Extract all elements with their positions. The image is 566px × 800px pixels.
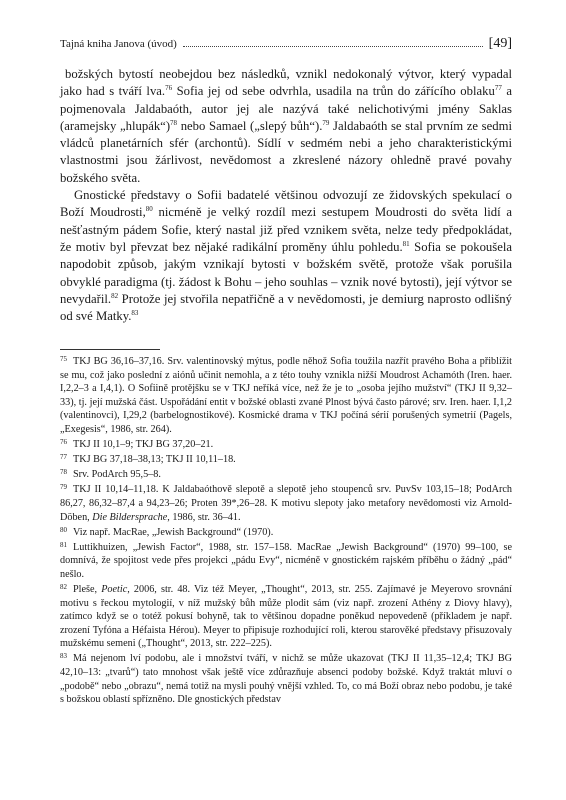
paragraph-1	[60, 66, 512, 187]
text-run: , 1986, str. 36–41.	[167, 511, 241, 523]
footnote-ref: 76	[165, 84, 173, 93]
footnote: 83 Má nejenom lví podobu, ale i množství tváří, v nichž se může ukazovat (TKJ II 11,35–12,4; TKJ BG 42,10–13: „tvarů“) tato mnohost však ještě více zdůrazňuje absenci podoby božské. Když traktát mluví o „podobě“ nebo „obrazu“, nemá totiž na mysli pouhý vnější vzhled. To, co má Boží obraz nebo podobu, je také s božskou oblastí spřízněno. Dle gnostických představ	[60, 652, 512, 706]
text-run: Sofia se pokoušela napodobit způsob, jakým vznikají bytosti v božském světě, protože však porušila obvyklé paradigma (tj. žádost k Bohu – jeho souhlas – vznik nové bytosti), její výtvor se nevydařil.	[60, 239, 512, 306]
italic-title: Die Bildersprache	[92, 511, 168, 523]
footnote-ref: 80	[145, 205, 153, 214]
text-run: božských bytostí neobejdou bez následků, vznikl nedokonalý výtvor, který vypadal jako had s tváří lva.	[60, 67, 512, 99]
text-run: a pojmenovala Jaldabaóth, autor jej ale nazývá také nelichotivými jmény Saklas (aramejsky „hlupák“)	[60, 84, 512, 133]
footnote: 78 Srv. PodArch 95,5–8.	[60, 468, 161, 481]
footnote: 82 Pleše, Poetic, 2006, str. 48. Viz též Meyer, „Thought“, 2013, str. 255. Zajímavé je Meyerovo srovnání motivu s řeckou mytologií, v níž mužský bůh může plodit sám (viz např. zrození Athény z Diovy hlavy), zatímco když se o totéž pokusí bohyně, tak to většinou dopadne poněkud nepovedeně (příkladem je např. zrození Tyfóna a Héfaista Hérou). Meyer to připisuje rozhodující roli, kterou starověké představy přisuzovaly mužskému semeni („Thought“, 2013, str. 222–225).	[60, 583, 512, 650]
footnote-ref: 81	[402, 239, 410, 248]
page-number: [49]	[488, 36, 512, 51]
text-run: Pleše,	[73, 584, 102, 595]
footnotes	[60, 355, 512, 708]
text-run: Viz např. MacRae, „Jewish Background“ (1970).	[73, 526, 274, 538]
footnote: 76 TKJ II 10,1–9; TKJ BG 37,20–21.	[60, 438, 214, 451]
text-run: nebo Samael („slepý bůh“).	[177, 118, 323, 133]
text-run: Jaldabaóth se stal prvním ze sedmi vládců planetárních sfér (archontů). Sídlí v sedmém nebi a jeho charakteristickými vlastnostmi jsou žárlivost, nevědomost a zkreslené názory ohledně pravé povahy božského světa.	[60, 118, 512, 185]
text-run: , 2006, str. 48. Viz též Meyer, „Thought“, 2013, str. 255. Zajímavé je Meyerovo srovnání motivu s řeckou mytologií, v níž mužský bůh může plodit sám (viz např. zrození Athény z Diovy hlavy), zatímco když se o totéž pokusí bohyně, tak to většinou dopadne poněkud nepovedeně (příkladem je např. zrození Tyfóna a Héfaista Hérou). Meyer to připisuje rozhodující roli, kterou starověké představy přisuzovaly mužskému semeni („Thought“, 2013, str. 222–225).	[60, 584, 512, 650]
text-run: TKJ BG 36,16–37,16. Srv. valentinovský mýtus, podle něhož Sofia toužila nazřít pravého Boha a přiblížit se mu, což jako poslední z aiónů učinit nemohla, a z této touhy vznikla nižší Moudrost Achamóth (Iren. haer. I,2,2–3 a I,4,1). O Sofiině protějšku se v TKJ neříká více, než že je to „osoba jejího mužství“ (TKJ II 9,32–33), tj. její mužská část. Uspořádání entit v božské oblasti zvané Plnost bývá často párové; srv. Iren. haer. I,1,2 (valentinovci), I,29,2 (barbelognostikové). Kosmické drama v TKJ počíná sérií porušených symetrií (Pagels, „Exegesis“, 1986, str. 264).	[60, 356, 512, 435]
header-dot-leader	[183, 38, 483, 47]
footnote: 80 Viz např. MacRae, „Jewish Background“ (1970).	[60, 525, 274, 538]
footnote-ref: 82	[111, 291, 119, 300]
footnote-ref: 79	[322, 118, 330, 127]
running-header	[60, 36, 512, 52]
text-run: Luttikhuizen, „Jewish Factor“, 1988, str. 157–158. MacRae „Jewish Background“ (1970) 99–100, se domnívá, že spojitost vede přes projekci „pádu Evy“, nicméně v gnostickém rajském příběhu o žádný „pád“ nešlo.	[60, 541, 512, 580]
text-run: Protože jej stvořila nepatřičně a v nevědomosti, je demiurg naprosto odlišný od své Matky.	[60, 291, 512, 324]
footnote: 75 TKJ BG 36,16–37,16. Srv. valentinovský mýtus, podle něhož Sofia toužila nazřít pravého Boha a přiblížit se mu, což jako poslední z aiónů učinit nemohla, a z této touhy vznikla nižší Moudrost Achamóth (Iren. haer. I,2,2–3 a I,4,1). O Sofiině protějšku se v TKJ neříká více, než že je to „osoba jejího mužství“ (TKJ II 9,32–33), tj. její mužská část. Uspořádání entit v božské oblasti zvané Plnost bývá často párové; srv. Iren. haer. I,1,2 (valentinovci), I,29,2 (barbelognostikové). Kosmické drama v TKJ počíná sérií porušených symetrií (Pagels, „Exegesis“, 1986, str. 264).	[60, 355, 512, 435]
footnote-ref: 78	[170, 118, 178, 127]
footnote-ref: 83	[131, 309, 139, 318]
footnote-ref: 77	[494, 84, 502, 93]
text-run: Srv. PodArch 95,5–8.	[73, 469, 161, 481]
text-run: Má nejenom lví podobu, ale i množství tváří, v nichž se může ukazovat (TKJ II 11,35–12,4; TKJ BG 42,10–13: „tvarů“) tato mnohost však ještě více zdůrazňuje absenci podoby božské. Když traktát mluví o „podobě“ nebo „obrazu“, nemá totiž na mysli pouhý vnější vzhled. To, co má Boží obraz nebo podobu, je také s božskou oblastí spřízněno. Dle gnostických představ	[60, 653, 512, 706]
main-text	[60, 66, 512, 325]
text-run: TKJ II 10,1–9; TKJ BG 37,20–21.	[73, 439, 214, 451]
text-run: nicméně je velký rozdíl mezi sestupem Moudrosti do světa lidí a nešťastným pádem Sofie, který nastal již před vznikem světa, nelze tedy předpokládat, že motiv byl převzat bez nějaké radikální proměny úhlu pohledu.	[60, 205, 512, 254]
text-run: Gnostické představy o Sofii badatelé většinou odvozují ze židovských spekulací o Boží Moudrosti,	[60, 188, 512, 220]
footnote-separator	[60, 349, 160, 350]
italic-title: Poetic	[101, 584, 128, 595]
paragraph-2	[60, 187, 512, 325]
running-title: Tajná kniha Janova (úvod)	[60, 38, 177, 50]
footnote: 81 Luttikhuizen, „Jewish Factor“, 1988, str. 157–158. MacRae „Jewish Background“ (1970) 99–100, se domnívá, že spojitost vede přes projekci „pádu Evy“, nicméně v gnostickém rajském příběhu o žádný „pád“ nešlo.	[60, 540, 512, 580]
footnote: 77 TKJ BG 37,18–38,13; TKJ II 10,11–18.	[60, 453, 236, 466]
footnote: 79 TKJ II 10,14–11,18. K Jaldabaóthově slepotě a slepotě jeho stoupenců srv. PuvSv 103,15–18; PodArch 86,27, 86,32–87,4 a 94,23–26; Proten 39*,26–28. K motivu slepoty jako metafory nevědomosti viz Arnold-Döben, Die Bildersprache, 1986, str. 36–41.	[60, 483, 512, 523]
text-run: TKJ BG 37,18–38,13; TKJ II 10,11–18.	[73, 454, 236, 466]
text-run: TKJ II 10,14–11,18. K Jaldabaóthově slepotě a slepotě jeho stoupenců srv. PuvSv 103,15–18; PodArch 86,27, 86,32–87,4 a 94,23–26; Proten 39*,26–28. K motivu slepoty jako metafory nevědomosti viz Arnold-Döben,	[60, 484, 512, 523]
text-run: Sofia jej od sebe odvrhla, usadila na trůn do zářícího oblaku	[172, 84, 495, 99]
